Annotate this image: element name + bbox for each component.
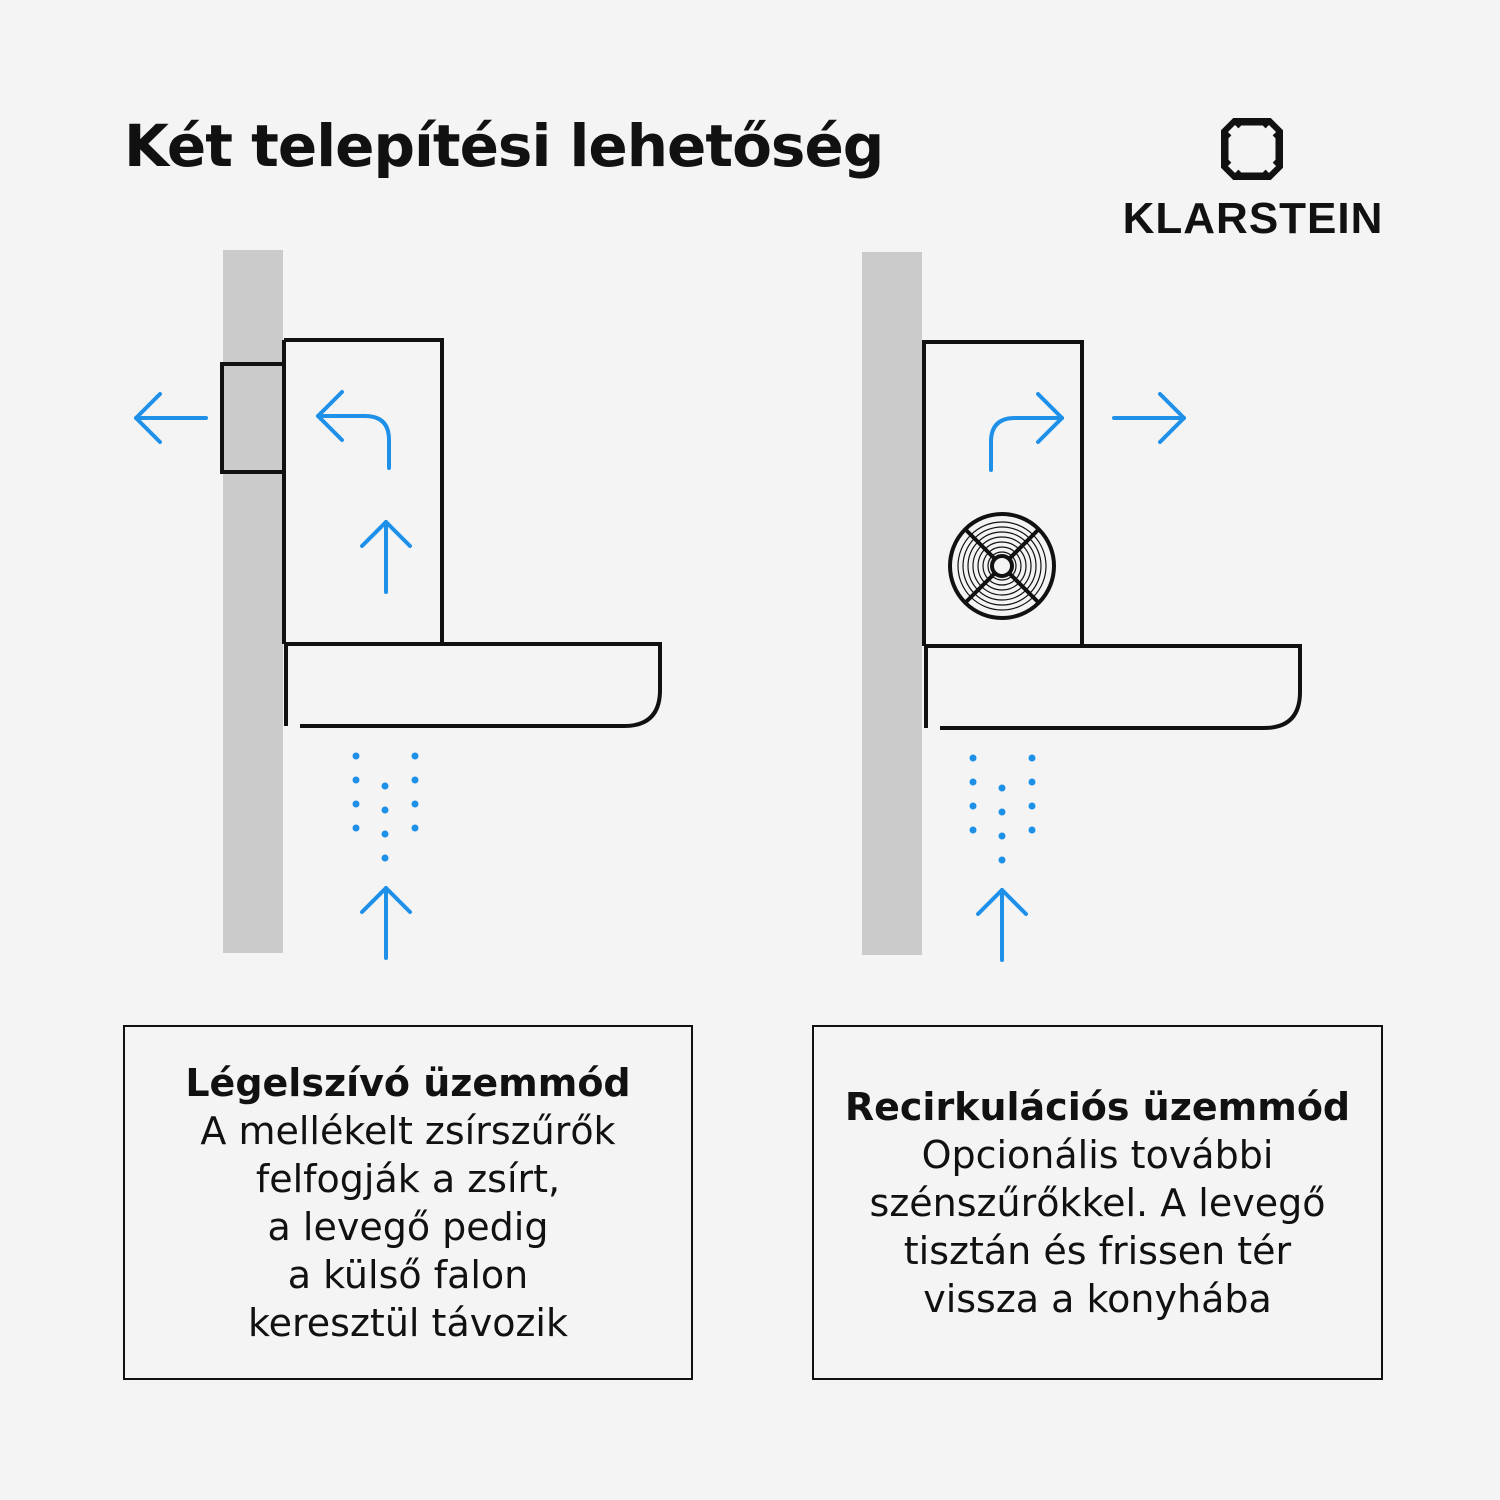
extraction-mode-description	[200, 1107, 615, 1347]
extraction-mode-card	[123, 1025, 693, 1380]
recirculation-mode-card	[812, 1025, 1383, 1380]
arrow-right-icon	[1114, 394, 1184, 442]
arrow-up-icon	[362, 522, 410, 592]
description-line: a levegő pedig	[267, 1204, 549, 1249]
description-line: a külső falon	[287, 1252, 529, 1297]
curved-arrow-icon	[991, 394, 1062, 470]
extraction-mode-heading: Légelszívó üzemmód	[185, 1060, 631, 1105]
curved-arrow-icon	[318, 392, 389, 468]
air-dots-right	[970, 755, 1036, 864]
arrow-left-icon	[136, 394, 206, 442]
page-title: Két telepítési lehetőség	[124, 112, 884, 180]
description-line: vissza a konyhába	[923, 1276, 1272, 1321]
brand-wordmark: KLARSTEIN	[1122, 194, 1384, 243]
hood-body-left	[286, 644, 660, 726]
wall-left	[223, 250, 283, 953]
recirculation-mode-description	[870, 1131, 1326, 1323]
description-line: Opcionális további	[921, 1132, 1274, 1177]
description-line: szénszűrőkkel. A levegő	[869, 1180, 1326, 1225]
description-line: tisztán és frissen tér	[903, 1228, 1292, 1273]
description-line: felfogják a zsírt,	[255, 1156, 561, 1201]
description-line: keresztül távozik	[247, 1300, 568, 1345]
wall-right	[862, 252, 922, 955]
fan-icon	[950, 514, 1054, 618]
extraction-mode-diagram	[136, 250, 660, 958]
arrow-up-icon	[362, 888, 410, 958]
air-dots-left	[353, 753, 419, 862]
hood-body-right	[926, 646, 1300, 728]
description-line: A mellékelt zsírszűrők	[200, 1108, 616, 1153]
arrow-up-icon	[978, 890, 1026, 960]
recirculation-mode-diagram	[862, 252, 1300, 960]
recirculation-mode-heading: Recirkulációs üzemmód	[844, 1084, 1351, 1129]
chimney-left	[284, 340, 442, 644]
